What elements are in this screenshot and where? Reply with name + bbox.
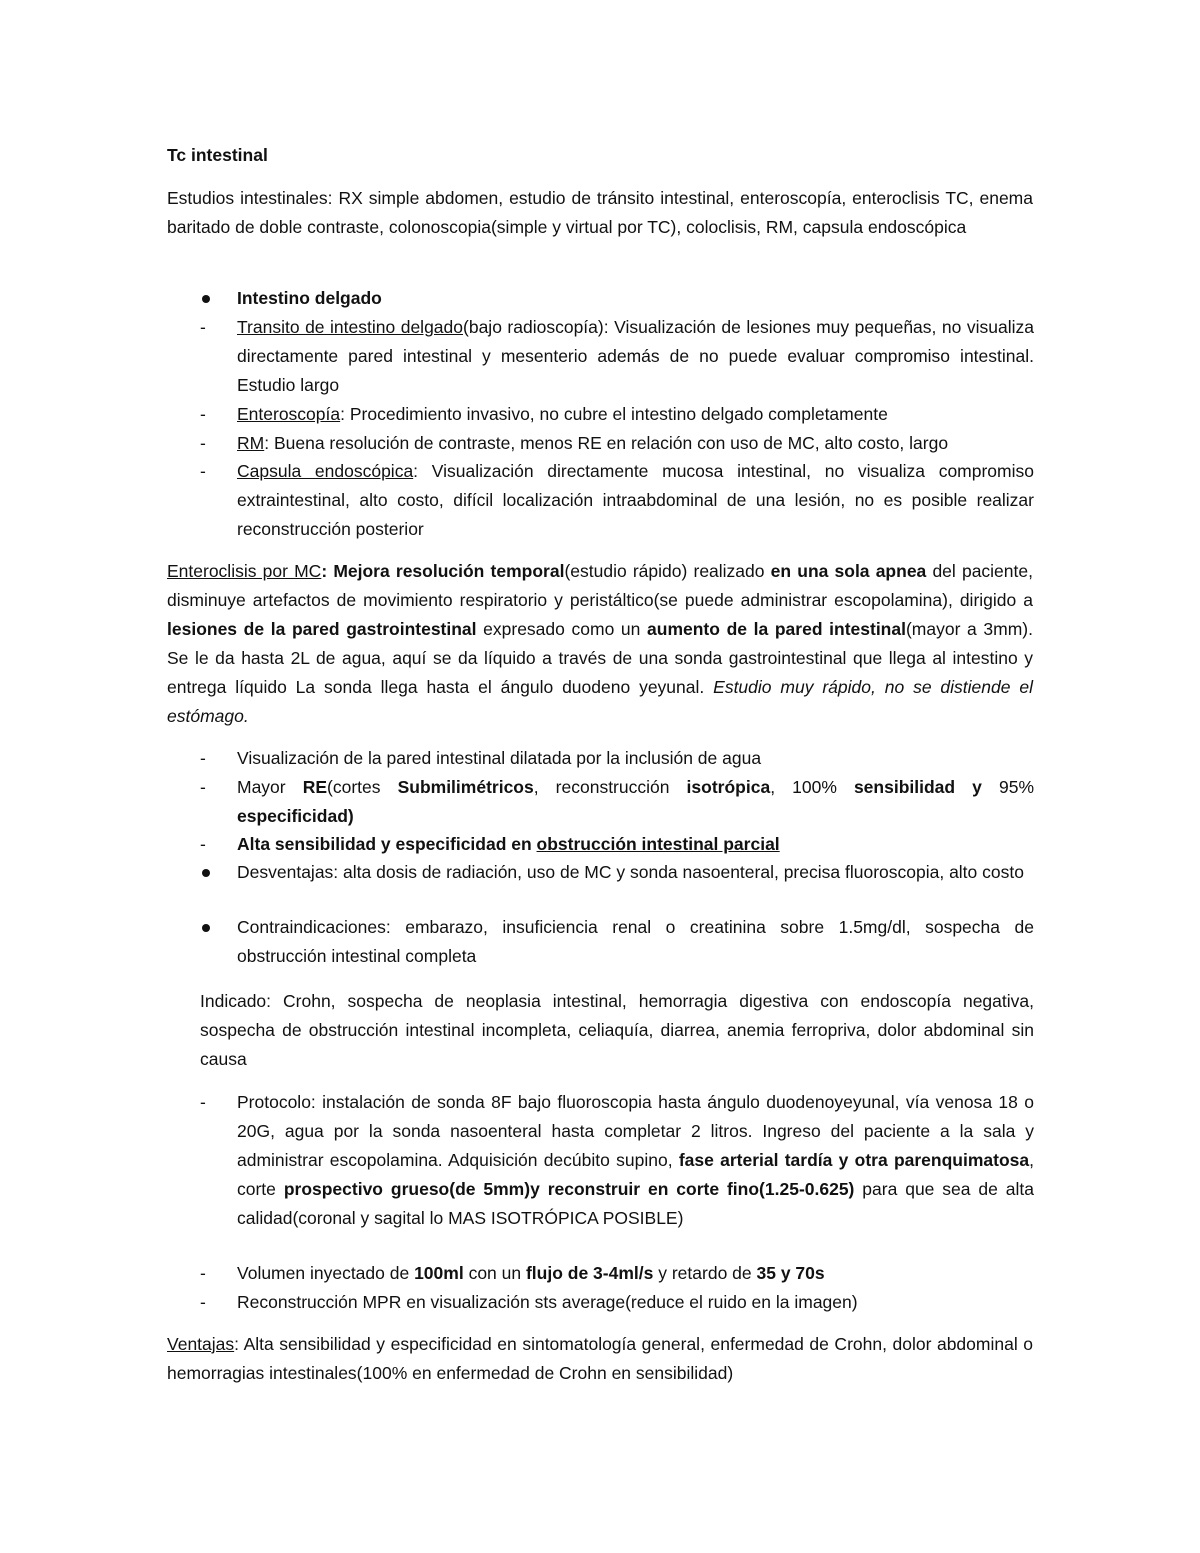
- list-item: [200, 1259, 1034, 1288]
- item-text: : Buena resolución de contraste, menos RE en relación con uso de MC, alto costo, largo: [264, 433, 949, 453]
- text: : Alta sensibilidad y especificidad en sintomatología general, enfermedad de Crohn, dolor abdominal o hemorragias intestinales(100% en enfermedad de Crohn en sensibilidad): [167, 1334, 1033, 1383]
- list-item: [200, 744, 1034, 773]
- item-term: RM: [237, 433, 265, 453]
- item-text: : Visualización directamente mucosa intestinal, no visualiza compromiso extraintestinal, alto costo, difícil localización intraabdominal de una lesión, no es posible realizar reconstrucción posterior: [237, 461, 1034, 539]
- list-item: [200, 457, 1034, 544]
- text: (mayor a 3mm). Se le da hasta 2L de agua, aquí se da líquido a través de una sonda gastrointestinal que llega al intestino y entrega líquido La sonda llega hasta el ángulo duodeno yeyunal.: [167, 619, 1033, 697]
- ventajas-paragraph: [167, 1330, 1033, 1388]
- text: (estudio rápido) realizado: [564, 561, 771, 581]
- bold-text: isotrópica: [686, 777, 771, 797]
- item-text: (bajo radioscopía): Visualización de lesiones muy pequeñas, no visualiza directamente pared intestinal y mesenterio además de no puede evaluar compromiso intestinal. Estudio largo: [237, 317, 1034, 395]
- intro-paragraph: Estudios intestinales: RX simple abdomen, estudio de tránsito intestinal, enteroscopía, enteroclisis TC, enema baritado de doble contraste, colonoscopia(simple y virtual por TC), coloclisis, RM, capsula endoscópica: [167, 188, 1033, 237]
- item-text: Desventajas: alta dosis de radiación, uso de MC y sonda nasoenteral, precisa fluoroscopia, alto costo: [237, 862, 1024, 882]
- bold-text: aumento de la pared intestinal: [647, 619, 906, 639]
- item-term: Enteroscopía: [237, 404, 341, 424]
- bullet-icon: [200, 284, 230, 313]
- list-item: [200, 830, 1034, 859]
- text: del paciente, disminuye artefactos de movimiento respiratorio y peristáltico(se puede administrar escopolamina), dirigido a: [167, 561, 1033, 610]
- dash-marker: -: [200, 404, 206, 424]
- text: (cortes: [327, 777, 398, 797]
- list-item: [200, 858, 1034, 887]
- bold-text: sensibilidad y: [853, 777, 982, 797]
- document-title: Tc intestinal: [167, 145, 268, 165]
- dash-marker: -: [200, 834, 206, 854]
- dash-marker: -: [200, 433, 206, 453]
- bullet-icon: [200, 858, 230, 887]
- italic-text: Estudio muy rápido, no se distiende el estómago.: [167, 677, 1033, 726]
- dash-marker: -: [200, 1292, 206, 1312]
- item-text: Reconstrucción MPR en visualización sts average(reduce el ruido en la imagen): [237, 1292, 858, 1312]
- bold-text: Alta sensibilidad y especificidad en: [237, 834, 537, 854]
- bullet-icon: [200, 913, 230, 942]
- list-item: [200, 284, 1034, 313]
- list-item: [200, 400, 1034, 429]
- text: y retardo de: [653, 1263, 757, 1283]
- item-term: Transito de intestino delgado: [237, 317, 464, 337]
- paragraph-term: Enteroclisis por MC: [167, 561, 322, 581]
- bold-text: flujo de 3-4ml/s: [525, 1263, 654, 1283]
- text: , reconstrucción: [533, 777, 687, 797]
- bold-text: fase arterial tardía y otra parenquimatosa: [678, 1150, 1030, 1170]
- item-term: Capsula endoscópica: [237, 461, 414, 481]
- list-item: [200, 313, 1034, 400]
- bold-text: 35 y 70s: [756, 1263, 825, 1283]
- bold-text: lesiones de la pared gastrointestinal: [167, 619, 477, 639]
- item-text: Contraindicaciones: embarazo, insuficiencia renal o creatinina sobre 1.5mg/dl, sospecha de obstrucción intestinal completa: [237, 917, 1034, 966]
- text: , corte: [237, 1150, 1034, 1199]
- list-item: [200, 1088, 1034, 1233]
- bold-text: especificidad): [237, 806, 354, 826]
- list-item: [200, 429, 1034, 458]
- bold-text: Mejora resolución temporal: [333, 561, 565, 581]
- enteroclisis-paragraph: [167, 557, 1033, 731]
- bold-text: prospectivo grueso(de 5mm)y reconstruir en corte fino(1.25-0.625): [283, 1179, 855, 1199]
- text: , 100%: [770, 777, 854, 797]
- text: expresado como un: [476, 619, 648, 639]
- text: Volumen inyectado de: [237, 1263, 415, 1283]
- dash-marker: -: [200, 777, 206, 797]
- text: con un: [463, 1263, 526, 1283]
- list-item: [200, 1288, 1034, 1317]
- dash-marker: -: [200, 1092, 206, 1112]
- underlined-bold-text: obstrucción intestinal parcial: [536, 834, 780, 854]
- bold-text: en una sola apnea: [770, 561, 927, 581]
- dash-marker: -: [200, 317, 206, 337]
- dash-marker: -: [200, 748, 206, 768]
- colon: :: [321, 561, 328, 581]
- list-item: [200, 773, 1034, 831]
- text: 95%: [981, 777, 1035, 797]
- text: Protocolo: instalación de sonda 8F bajo fluoroscopia hasta ángulo duodenoyeyunal, vía venosa 18 o 20G, agua por la sonda nasoenteral hasta completar 2 litros. Ingreso del paciente a la sala y administrar escopolamina. Adquisición decúbito supino,: [237, 1092, 1034, 1170]
- text: Mayor: [237, 777, 303, 797]
- bold-text: RE: [302, 777, 328, 797]
- bold-text: 100ml: [414, 1263, 464, 1283]
- section-heading: Intestino delgado: [237, 288, 382, 308]
- indicado-paragraph: Indicado: Crohn, sospecha de neoplasia intestinal, hemorragia digestiva con endoscopía negativa, sospecha de obstrucción intestinal incompleta, celiaquía, diarrea, anemia ferropriva, dolor abdominal sin causa: [200, 991, 1034, 1069]
- paragraph-term: Ventajas: [167, 1334, 235, 1354]
- dash-marker: -: [200, 1263, 206, 1283]
- list-item: [200, 913, 1034, 971]
- item-text: : Procedimiento invasivo, no cubre el intestino delgado completamente: [340, 404, 888, 424]
- item-text: Visualización de la pared intestinal dilatada por la inclusión de agua: [237, 748, 762, 768]
- text: para que sea de alta calidad(coronal y sagital lo MAS ISOTRÓPICA POSIBLE): [237, 1179, 1034, 1228]
- dash-marker: -: [200, 461, 206, 481]
- bold-text: Submilimétricos: [397, 777, 534, 797]
